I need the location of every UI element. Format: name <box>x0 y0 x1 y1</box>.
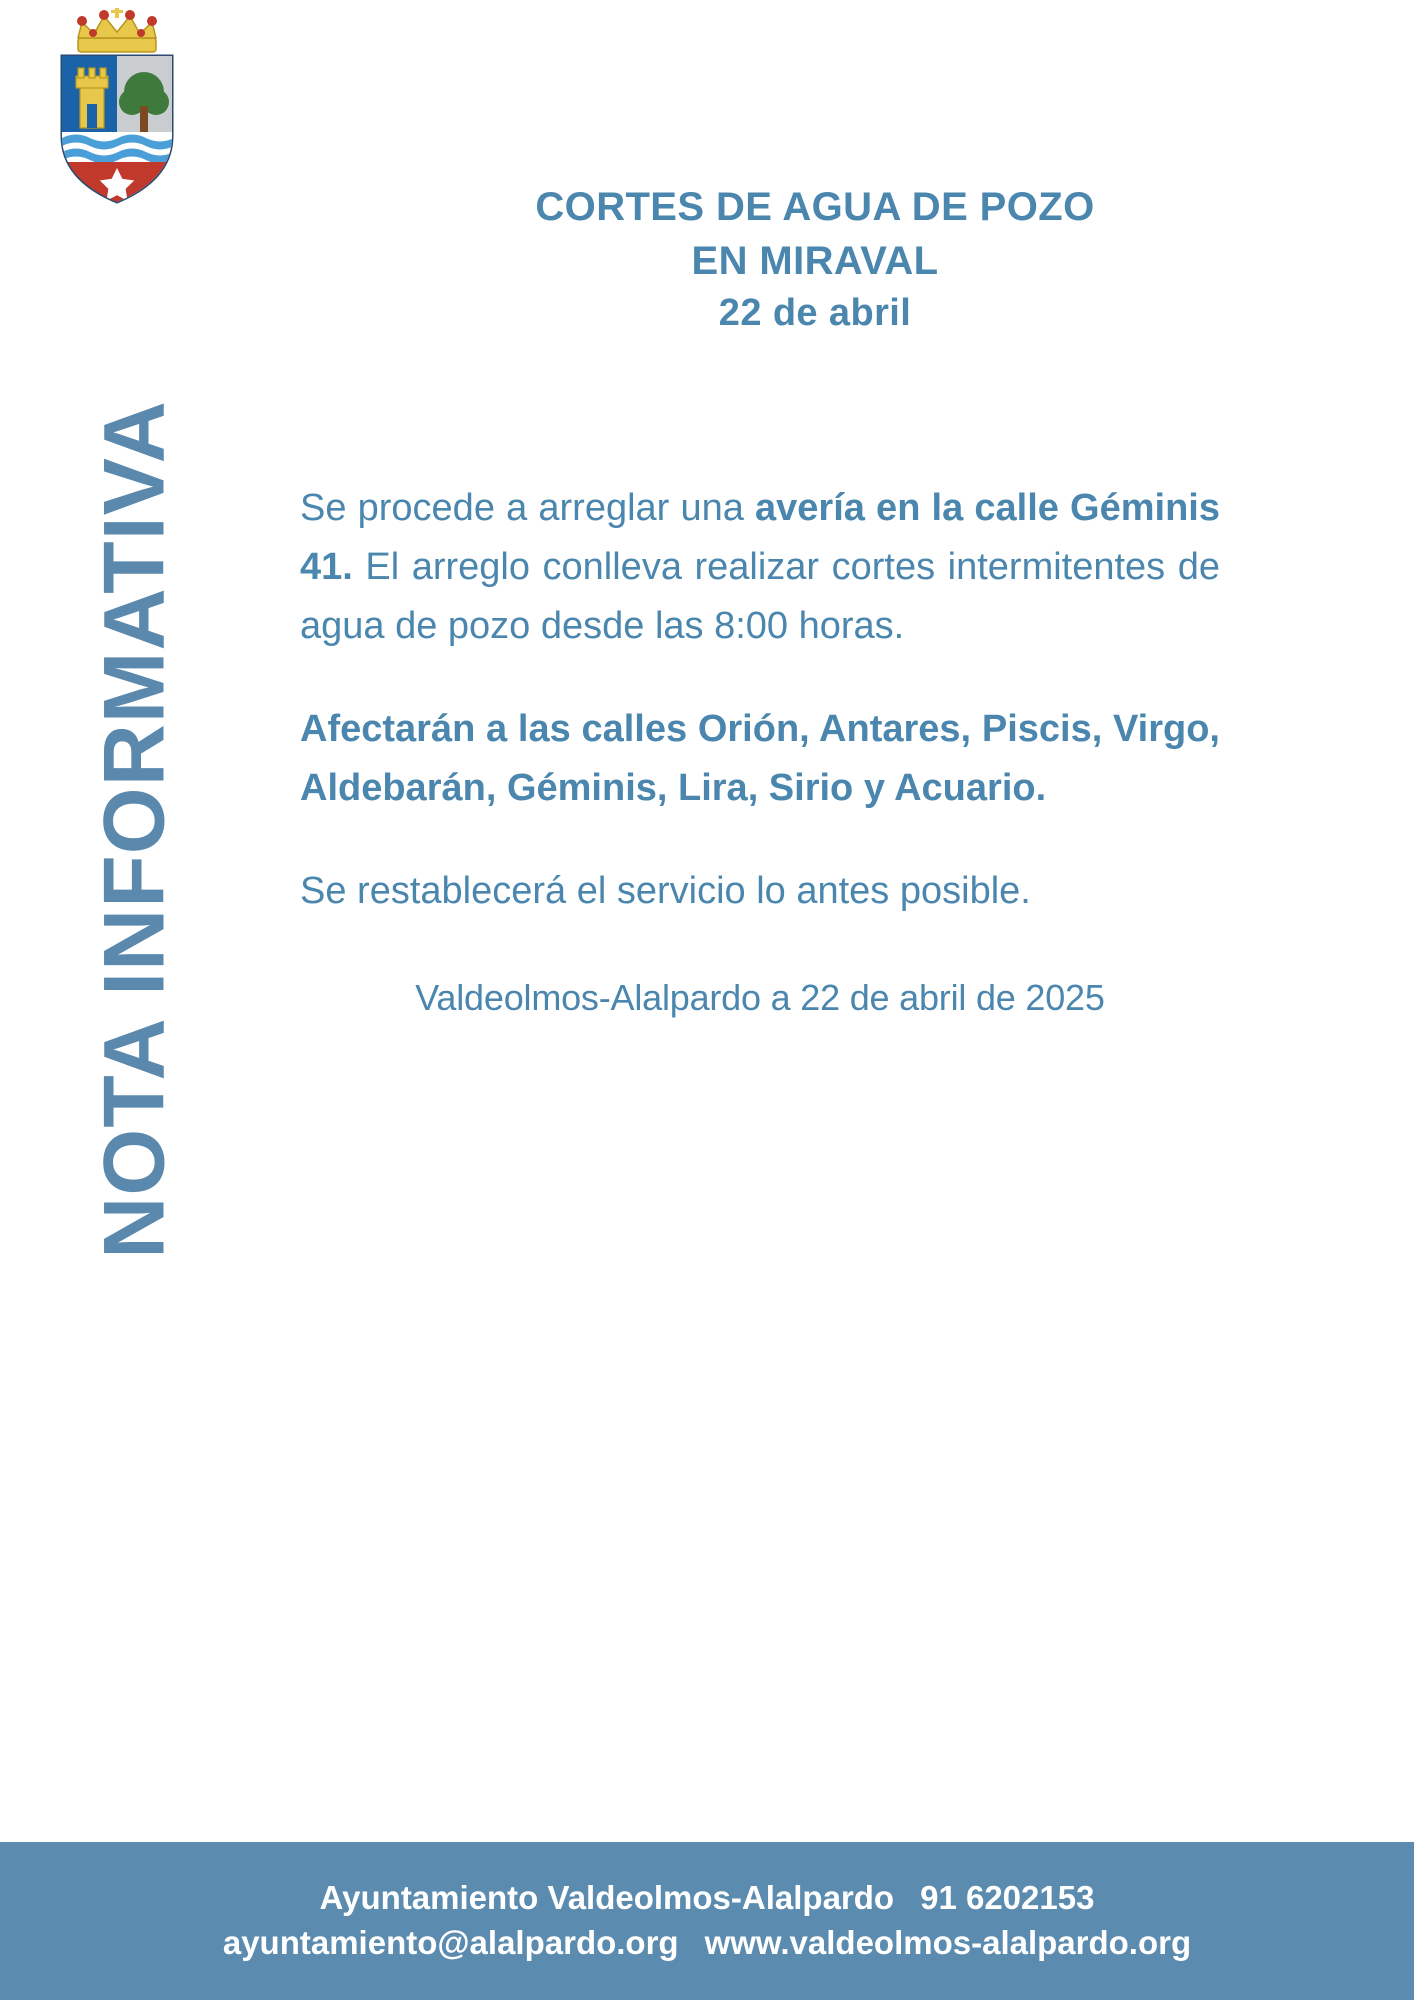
paragraph-service-restore: Se restablecerá el servicio lo antes posible. <box>300 869 1031 912</box>
title-line-1: CORTES DE AGUA DE POZO <box>535 185 1095 229</box>
signature-line: Valdeolmos-Alalpardo a 22 de abril de 2025 <box>415 976 1105 1018</box>
paragraph-repair-part1: Se procede a arreglar una <box>300 487 756 530</box>
footer-line-1 <box>320 1876 1095 1921</box>
footer-email[interactable]: ayuntamiento@alalpardo.org <box>222 1924 679 1961</box>
title-line-2: EN MIRAVAL <box>691 239 939 283</box>
title-line-3: 22 de abril <box>718 292 912 334</box>
vertical-title: NOTA INFORMATIVA <box>86 400 183 1259</box>
paragraph-repair-emphasis: avería en la calle Géminis 41. <box>300 487 1220 589</box>
left-banner <box>0 0 240 1790</box>
body-text <box>300 479 1220 920</box>
document-content <box>300 0 1330 1790</box>
footer-line-2 <box>223 1921 1191 1966</box>
page-title <box>300 180 1330 339</box>
paragraph-repair-part2: El arreglo conlleva realizar cortes intermitentes de agua de pozo desde las 8:00 horas. <box>300 546 1220 648</box>
footer-website[interactable]: www.valdeolmos-alalpardo.org <box>704 1924 1192 1961</box>
footer-phone: 91 6202153 <box>920 1879 1095 1917</box>
paragraph-repair <box>300 479 1220 656</box>
paragraph-affected-streets: Afectarán a las calles Orión, Antares, Piscis, Virgo, Aldebarán, Géminis, Lira, Sirio y Acuario. <box>300 707 1220 809</box>
coat-of-arms-icon <box>42 8 192 208</box>
footer-contact-bar <box>0 1842 1414 2000</box>
footer-entity: Ayuntamiento Valdeolmos-Alalpardo <box>319 1879 895 1917</box>
